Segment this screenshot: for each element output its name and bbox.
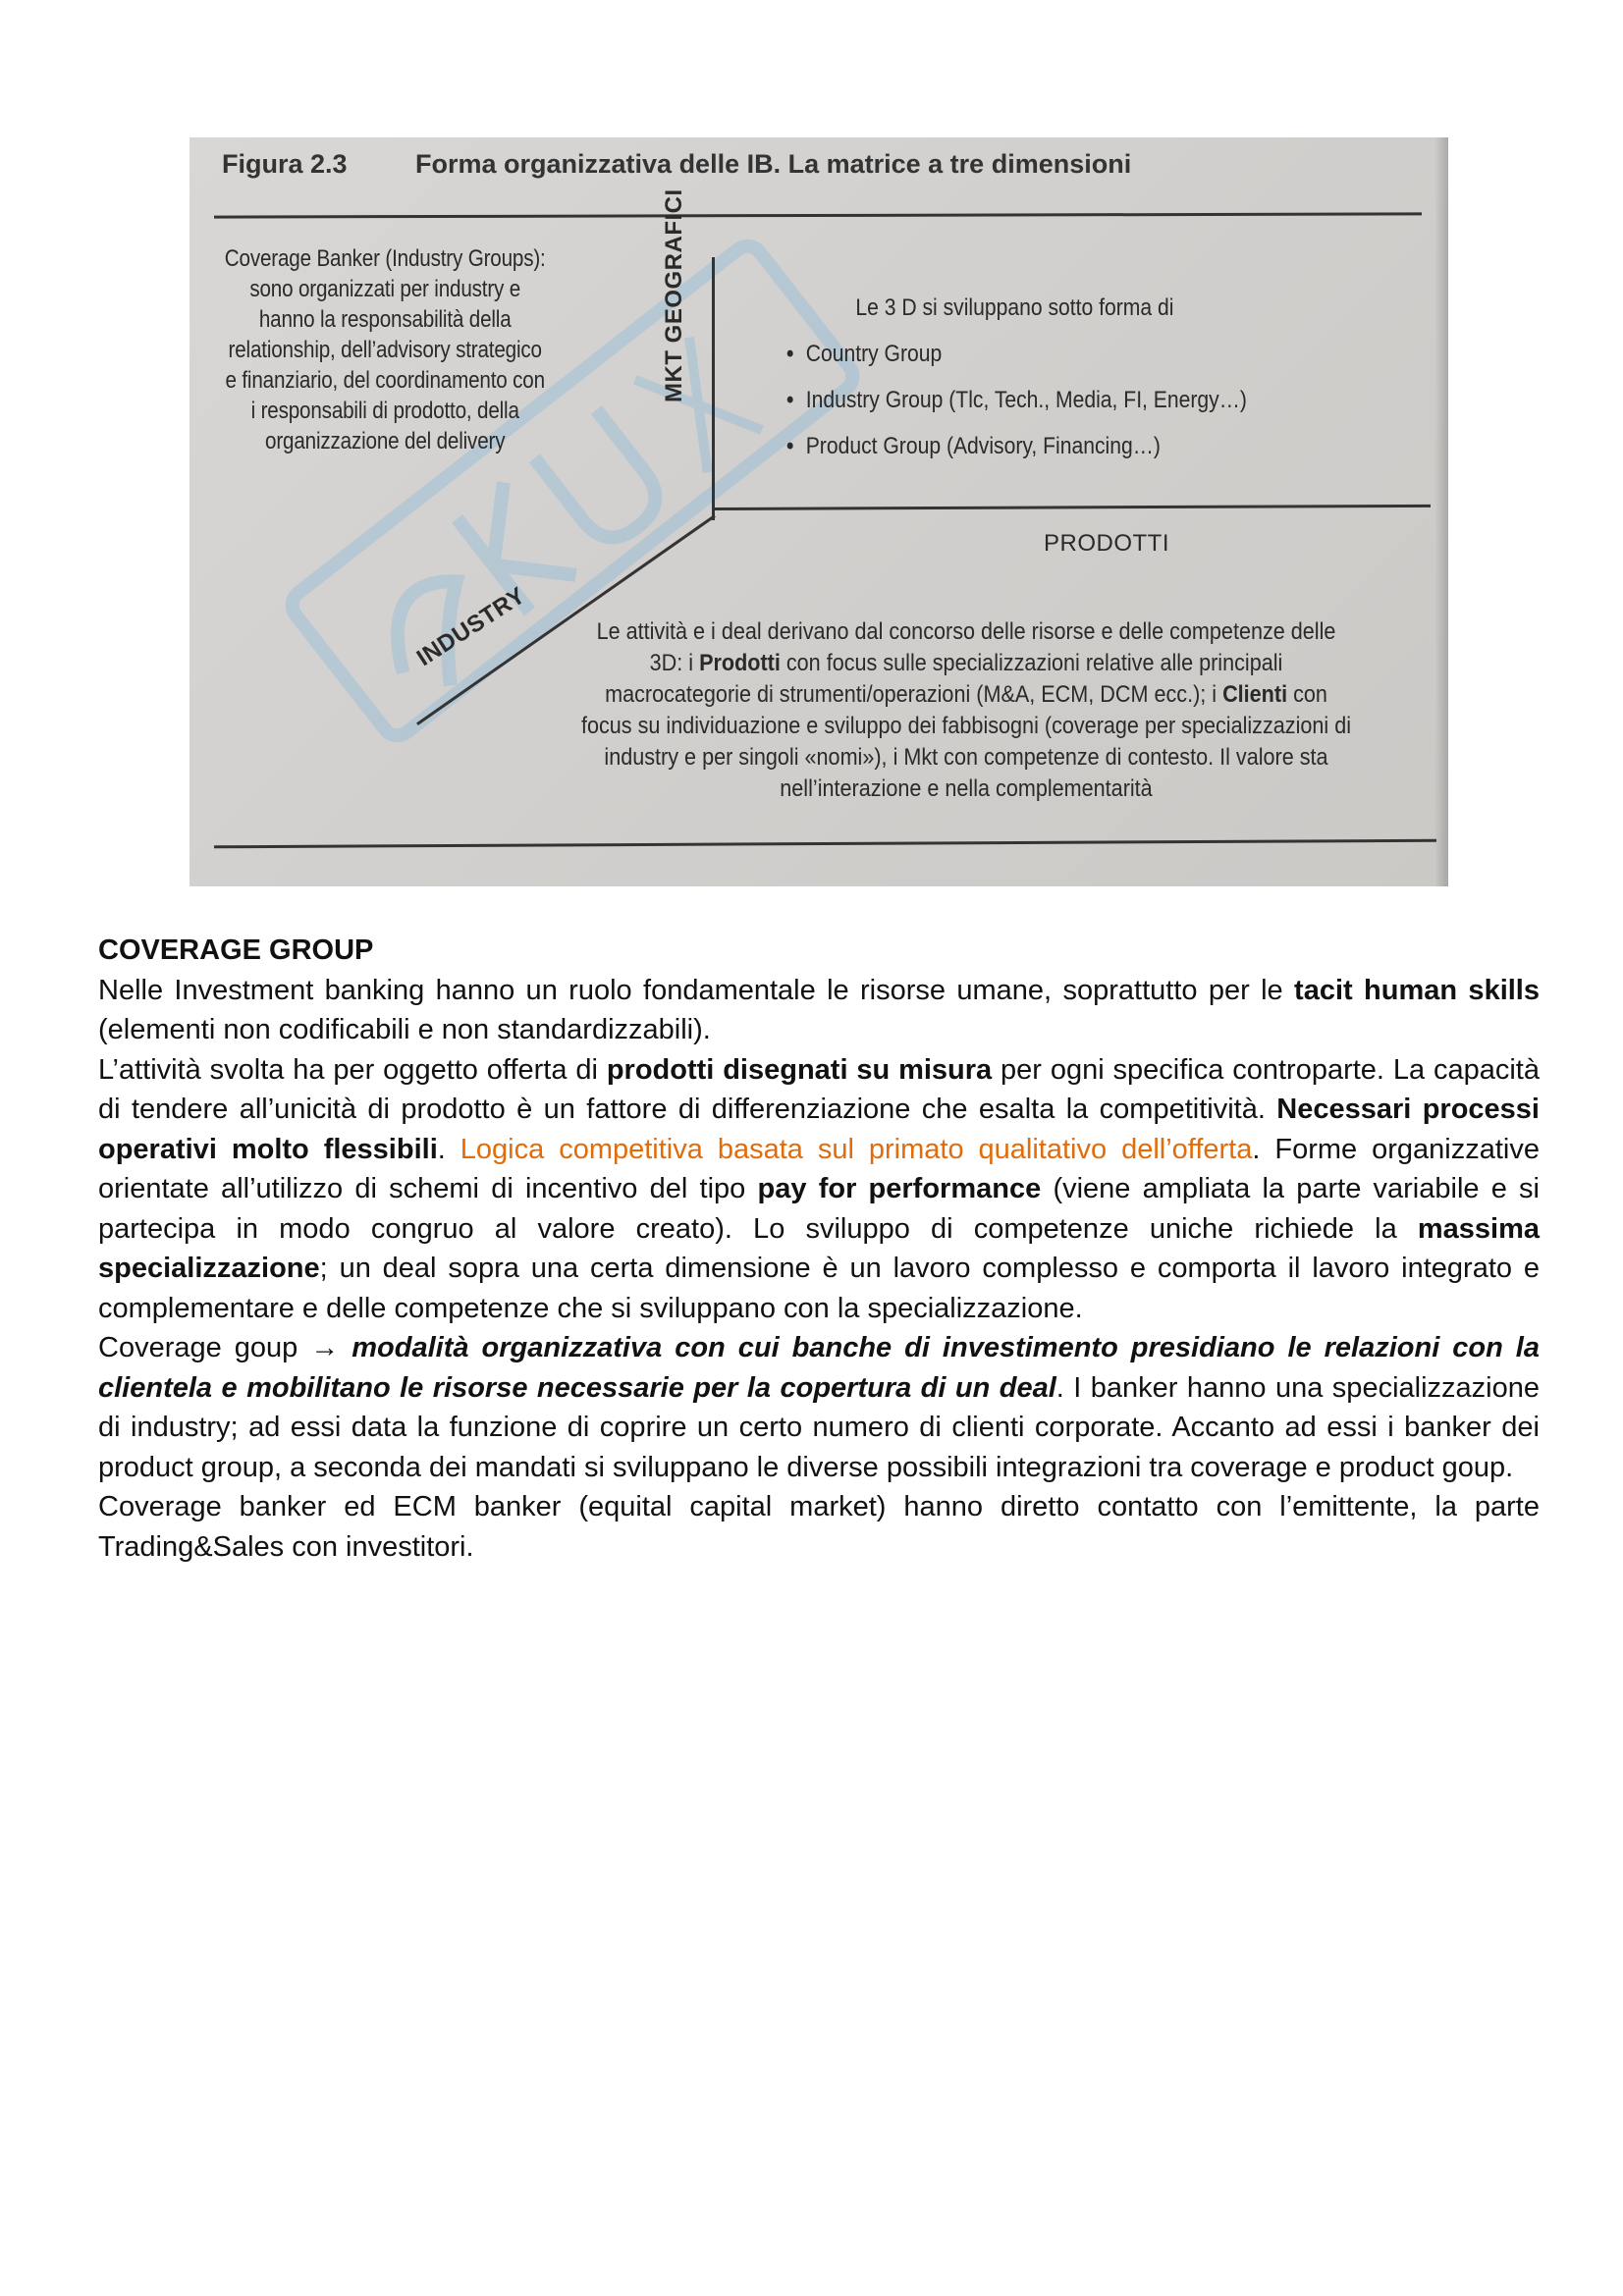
bold-run: Clienti: [1222, 681, 1288, 708]
paragraph: [98, 1050, 1540, 1329]
paragraph: [98, 971, 1540, 1050]
coverage-line: e finanziario, del coordinamento con: [225, 367, 545, 394]
axis-label-mkt-geografici: MKT GEOGRAFICI: [661, 188, 687, 402]
axis-label-prodotti: PRODOTTI: [1044, 530, 1169, 557]
section-heading: COVERAGE GROUP: [98, 934, 374, 966]
bullet-icon: •: [786, 341, 794, 367]
arrow-right-icon: →: [310, 1332, 340, 1363]
text-run: ; un deal sopra una certa dimensione è un lavoro complesso e comporta il lavoro integrato e complementare e delle competenze che si sviluppano con la specializzazione.: [98, 1253, 1540, 1324]
bold-run: pay for performance: [757, 1173, 1042, 1204]
text-run: per ogni specifica controparte. La capacità di tendere all’unicità di prodotto è un fattore di differenziazione che esalta la competitività.: [98, 1053, 1540, 1125]
bold-run: Prodotti: [699, 650, 781, 676]
text-run: con focus sulle specializzazioni relative alle principali macrocategorie di strumenti/operazioni (M&A, ECM, DCM ecc.); i: [605, 650, 1283, 708]
bullet-icon: •: [786, 433, 794, 459]
text-run: Nelle Investment banking hanno un ruolo fondamentale le risorse umane, soprattutto per le: [98, 974, 1295, 1006]
bold-italic-run: modalità organizzativa con cui banche di investimento presidiano le relazioni con la clientela e mobilitano le risorse necessarie per la copertura di un deal: [98, 1332, 1540, 1404]
bold-run: tacit human skills: [1294, 974, 1540, 1006]
text-run: . I banker hanno una specializzazione di industry; ad essi data la funzione di coprire un certo numero di clienti corporate. Accanto ad essi i banker dei product group, a seconda dei mandati si sviluppano le diverse possibili integrazioni tra coverage e product goup.: [98, 1371, 1540, 1483]
bullet-text: Product Group (Advisory, Financing…): [805, 433, 1161, 459]
axis-label-industry: INDUSTRY: [411, 582, 530, 672]
text-run: .: [437, 1133, 460, 1165]
text-run: Le attività e i deal derivano dal concorso delle risorse e delle competenze delle 3D: i: [596, 618, 1336, 676]
highlighted-run: Logica competitiva basata sul primato qualitativo dell’offerta: [460, 1133, 1253, 1165]
figure-label: Figura 2.3: [222, 149, 348, 179]
bold-run: prodotti disegnati su misura: [606, 1053, 993, 1086]
photo-edge-shadow: [1434, 137, 1448, 886]
list-item: [786, 331, 1247, 377]
list-item: [786, 377, 1247, 423]
text-run: (viene ampliata la parte variabile e si partecipa in modo congruo al valore creato). Lo sviluppo di competenze uniche richiede la: [98, 1173, 1541, 1245]
activities-description: [577, 616, 1355, 805]
text-run: con focus su individuazione e sviluppo dei fabbisogni (coverage per specializzazioni di industry e per singoli «nomi»), i Mkt con competenze di contesto. Il valore sta nell’interazione e nella complementarità: [580, 681, 1352, 802]
text-run: (elementi non codificabili e non standardizzabili).: [98, 1014, 711, 1045]
coverage-line: organizzazione del delivery: [265, 428, 506, 454]
text-run: L’attività svolta ha per oggetto offerta di: [98, 1053, 607, 1086]
document-body: [98, 931, 1540, 1567]
coverage-banker-description: [199, 243, 570, 456]
text-run: . Forme organizzative orientate all’utilizzo di schemi di incentivo del tipo: [98, 1133, 1540, 1204]
bold-run: Necessari processi operativi molto flessibili: [98, 1094, 1540, 1165]
figure-photo: [189, 137, 1448, 886]
bullet-text: Industry Group (Tlc, Tech., Media, FI, Energy…): [805, 387, 1247, 413]
coverage-line: relationship, dell’advisory strategico: [228, 337, 542, 363]
coverage-line: i responsabili di prodotto, della: [250, 398, 519, 424]
figure-top-rule: [214, 212, 1422, 218]
figure-title: Forma organizzativa delle IB. La matrice a tre dimensioni: [415, 149, 1132, 179]
bullet-icon: •: [786, 387, 794, 413]
bullet-text: Country Group: [805, 341, 943, 367]
paragraph: [98, 1328, 1540, 1487]
three-d-intro: Le 3 D si sviluppano sotto forma di: [855, 294, 1174, 321]
coverage-line: hanno la responsabilità della: [258, 306, 512, 333]
axis-vertical-line: [712, 257, 715, 520]
figure-bottom-rule: [214, 839, 1436, 849]
axis-horizontal-line: [714, 505, 1431, 510]
bold-run: massima specializzazione: [98, 1212, 1540, 1284]
list-item: [786, 423, 1247, 469]
paragraph: Coverage banker ed ECM banker (equital capital market) hanno diretto contatto con l’emittente, la parte Trading&Sales con investitori.: [98, 1491, 1540, 1563]
coverage-line: Coverage Banker (Industry Groups):: [224, 245, 546, 272]
coverage-line: sono organizzati per industry e: [249, 276, 521, 302]
three-d-description: [786, 285, 1247, 469]
text-run: Coverage goup: [98, 1332, 311, 1363]
